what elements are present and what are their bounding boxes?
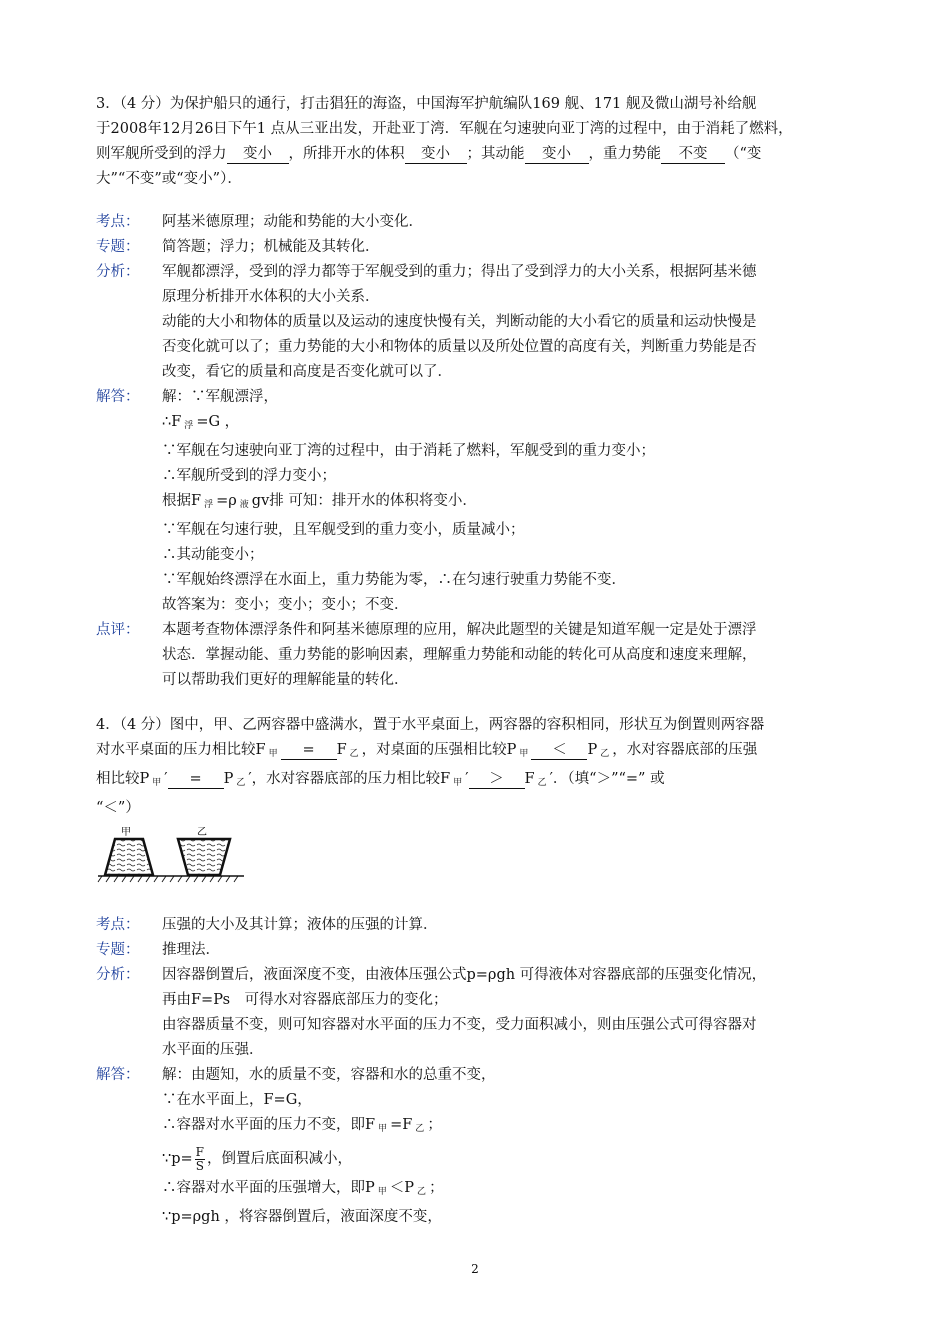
fenxi-line: 水平面的压强．	[162, 1042, 264, 1058]
fenxi-line: 再由F=Ps 可得水对容器底部压力的变化；	[162, 992, 448, 1008]
q4-kaodian	[96, 913, 886, 938]
answer-blank: ＜	[531, 741, 587, 760]
answer-blank: 不变	[661, 145, 725, 164]
fenxi-line: 动能的大小和物体的质量以及运动的速度快慢有关，判断动能的大小看它的质量和运动快慢是	[162, 314, 757, 330]
q4-line4: “＜”）	[96, 800, 140, 816]
q4-zhuanti	[96, 938, 886, 963]
q4-line3: 相比较P $_甲$ ′ = P $_乙$ ′，水对容器底部的压力相比较F $_甲$ ′ ＞ F $_乙$ ′．（填“＞”“=” 或	[96, 771, 665, 788]
jieda-line: ∴容器对水平面的压强增大，即P $_甲$ ＜P $_乙$ ；	[162, 1180, 444, 1197]
page-content	[96, 92, 886, 1230]
q3-text: ，所排开水的体积	[288, 146, 405, 162]
answer-blank: ＞	[469, 770, 525, 789]
q3-line4: 大”“不变”或“变小”）．	[96, 171, 242, 187]
q4-line2: 对水平桌面的压力相比较F $_甲$ = F $_乙$ ，对桌面的压强相比较P $_甲$ ＜ P $_乙$ ，水对容器底部的压强	[96, 742, 758, 759]
jieda-line: ∵p=ρgh ，将容器倒置后，液面深度不变，	[162, 1209, 442, 1225]
label-zhuanti: 专题：	[96, 942, 140, 958]
q3-dianping	[96, 618, 886, 693]
q3-text: ；其动能	[466, 146, 525, 162]
jieda-line: 故答案为：变小；变小；变小；不变．	[162, 597, 409, 613]
jieda-text	[162, 385, 886, 618]
jieda-line: ∵军舰在匀速驶向亚丁湾的过程中，由于消耗了燃料，军舰受到的重力变小；	[162, 443, 655, 459]
q3-text: 则军舰所受到的浮力	[96, 146, 227, 162]
jieda-line: ∵在水平面上，F=G，	[162, 1092, 312, 1108]
q3-fenxi	[96, 260, 886, 385]
q3-kaodian	[96, 210, 886, 235]
q4-jieda	[96, 1063, 886, 1230]
q3-text: ，重力势能	[588, 146, 661, 162]
jieda-line: ∴F $_浮$ =G ，	[162, 414, 240, 431]
kaodian-text: 阿基米德原理；动能和势能的大小变化．	[162, 214, 423, 230]
container-yi	[178, 839, 230, 875]
label-yi: 乙	[197, 827, 207, 838]
jieda-line: 解：∵军舰漂浮，	[162, 389, 278, 405]
label-fenxi: 分析：	[96, 264, 140, 280]
label-jia: 甲	[121, 827, 131, 838]
zhuanti-text: 推理法．	[162, 942, 220, 958]
jieda-line: ∴其动能变小；	[162, 547, 264, 563]
label-kaodian: 考点：	[96, 214, 140, 230]
fenxi-line: 因容器倒置后，液面深度不变，由液体压强公式p=ρgh 可得液体对容器底部的压强变化情况，	[162, 967, 767, 983]
q3-jieda	[96, 385, 886, 618]
q3-zhuanti	[96, 235, 886, 260]
jieda-line: ∵p= $\frac{F}{S}$ ，倒置后底面积减小，	[162, 1144, 352, 1173]
question-3	[96, 92, 886, 192]
answer-blank: =	[281, 741, 337, 760]
dianping-line: 本题考查物体漂浮条件和阿基米德原理的应用，解决此题型的关键是知道军舰一定是处于漂浮	[162, 622, 757, 638]
page-number: 2	[471, 1262, 479, 1276]
label-jieda: 解答：	[96, 389, 140, 405]
jieda-line: ∴军舰所受到的浮力变小；	[162, 468, 336, 484]
fenxi-line: 由容器质量不变，则可知容器对水平面的压力不变，受力面积减小，则由压强公式可得容器对	[162, 1017, 757, 1033]
fenxi-line: 军舰都漂浮，受到的浮力都等于军舰受到的重力；得出了受到浮力的大小关系，根据阿基米德	[162, 264, 757, 280]
fenxi-text	[162, 260, 886, 385]
jieda-line: ∴容器对水平面的压力不变，即F $_甲$ =F $_乙$ ；	[162, 1117, 442, 1134]
jieda-line: 根据F $_浮$ =ρ $_液$ gv排 可知：排开水的体积将变小．	[162, 493, 477, 510]
answer-blank: 变小	[227, 145, 289, 164]
label-dianping: 点评：	[96, 622, 140, 638]
label-kaodian: 考点：	[96, 917, 140, 933]
label-fenxi: 分析：	[96, 967, 140, 983]
fenxi-line: 原理分析排开水体积的大小关系．	[162, 289, 380, 305]
answer-blank: 变小	[525, 145, 589, 164]
ground-hatching	[98, 876, 238, 882]
fraction-f-over-s: $\frac{F}{S}$	[195, 1144, 204, 1173]
dianping-text	[162, 618, 886, 693]
q3-line3	[96, 142, 886, 167]
label-zhuanti: 专题：	[96, 239, 140, 255]
q3-line1: 3．（4 分）为保护船只的通行，打击猖狂的海盗，中国海军护航编队169 舰、171 舰及微山湖号补给舰	[96, 96, 757, 112]
container-figure	[96, 827, 886, 891]
answer-blank: =	[168, 770, 224, 789]
q3-text: （“变	[725, 146, 762, 162]
label-jieda: 解答：	[96, 1067, 140, 1083]
answer-blank: 变小	[405, 145, 467, 164]
container-jia	[105, 839, 153, 875]
dianping-line: 可以帮助我们更好的理解能量的转化．	[162, 672, 409, 688]
fenxi-line: 改变，看它的质量和高度是否变化就可以了．	[162, 364, 452, 380]
q3-line2: 于2008年12月26日下午1 点从三亚出发，开赴亚丁湾．军舰在匀速驶向亚丁湾的过程中，由于消耗了燃料，	[96, 121, 793, 137]
dianping-line: 状态．掌握动能、重力势能的影响因素，理解重力势能和动能的转化可从高度和速度来理解，	[162, 647, 757, 663]
q4-fenxi	[96, 963, 886, 1063]
jieda-line: 解：由题知，水的质量不变，容器和水的总重不变，	[162, 1067, 496, 1083]
fenxi-text	[162, 963, 886, 1063]
jieda-line: ∵军舰在匀速行驶，且军舰受到的重力变小，质量减小；	[162, 522, 525, 538]
zhuanti-text: 简答题；浮力；机械能及其转化．	[162, 239, 380, 255]
jieda-line: ∵军舰始终漂浮在水面上，重力势能为零，∴在匀速行驶重力势能不变．	[162, 572, 626, 588]
kaodian-text: 压强的大小及其计算；液体的压强的计算．	[162, 917, 438, 933]
q4-line1: 4．（4 分）图中，甲、乙两容器中盛满水，置于水平桌面上，两容器的容积相同，形状互为倒置则两容器	[96, 717, 765, 733]
containers-diagram	[96, 827, 246, 887]
jieda-text	[162, 1063, 886, 1230]
question-4	[96, 713, 886, 821]
fenxi-line: 否变化就可以了；重力势能的大小和物体的质量以及所处位置的高度有关，判断重力势能是否	[162, 339, 757, 355]
